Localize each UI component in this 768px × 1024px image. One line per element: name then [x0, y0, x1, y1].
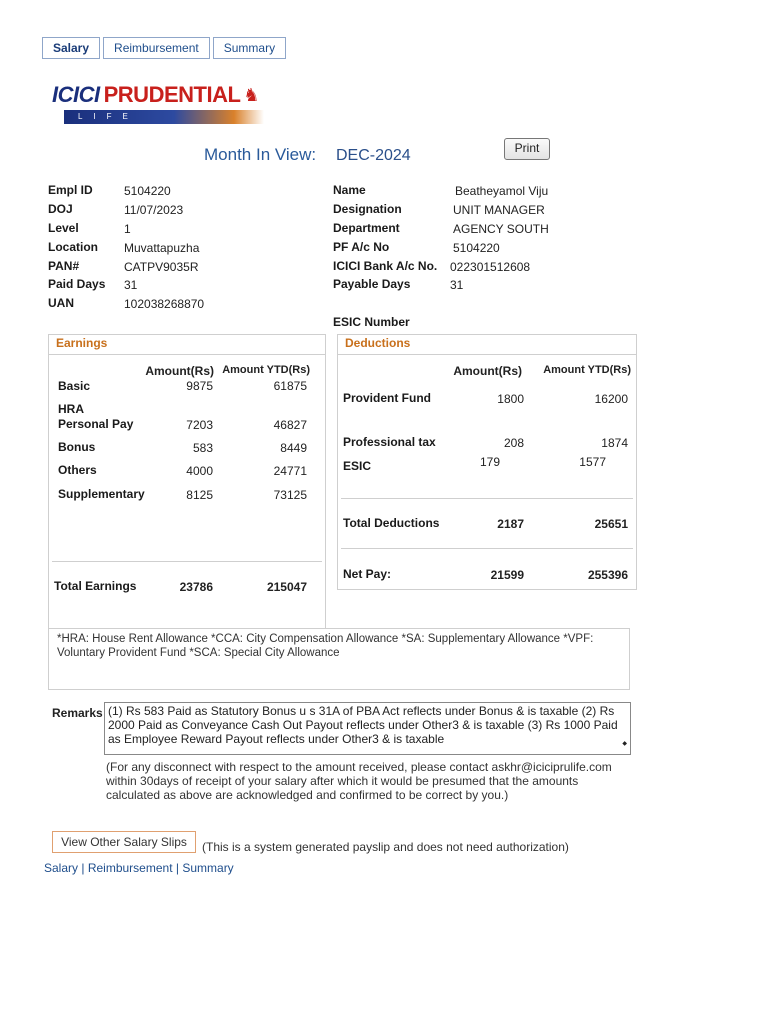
earnings-row-ytd: 73125 — [273, 488, 307, 502]
link-reimbursement[interactable]: Reimbursement — [87, 861, 173, 875]
designation-label: Designation — [333, 202, 402, 216]
logo-band: LIFE INSURANCE — [64, 110, 264, 124]
location-value: Muvattapuzha — [124, 241, 200, 255]
total-deductions-ytd: 25651 — [594, 517, 628, 531]
month-in-view-value: DEC-2024 — [336, 147, 411, 164]
deductions-total-divider — [341, 498, 633, 499]
earnings-row-amount: 583 — [192, 441, 213, 455]
disclaimer-text: (For any disconnect with respect to the amount received, please contact askhr@iciciprulife.com within 30days of receipt of your salary after which it would be presumed that the amounts calculated as above are acknowledged and confirmed to be correct by you.) — [106, 760, 612, 802]
view-other-salary-slips-button[interactable]: View Other Salary Slips — [52, 831, 196, 853]
paid-days-label: Paid Days — [48, 277, 106, 291]
deductions-row-label: ESIC — [343, 459, 372, 473]
deductions-row-ytd: 1577 — [579, 455, 606, 469]
remarks-label: Remarks — [52, 706, 103, 720]
net-pay-divider — [341, 548, 633, 549]
earnings-row-amount: 4000 — [186, 464, 213, 478]
earnings-title: Earnings — [56, 336, 108, 350]
pf-ac-value: 5104220 — [453, 241, 500, 255]
department-label: Department — [333, 221, 400, 235]
earnings-row-ytd: 46827 — [273, 418, 307, 432]
deductions-col-ytd: Amount YTD(Rs) — [543, 364, 631, 376]
link-separator: | — [81, 861, 85, 875]
esic-number-label: ESIC Number — [333, 315, 410, 329]
uan-value: 102038268870 — [124, 297, 205, 311]
deductions-col-amount: Amount(Rs) — [453, 364, 522, 378]
name-value: Beatheyamol Viju — [455, 184, 549, 198]
earnings-total-divider — [52, 561, 322, 562]
top-tabs — [42, 37, 289, 59]
deductions-row-amount: 179 — [479, 455, 500, 469]
link-salary[interactable]: Salary — [44, 861, 79, 875]
deductions-title-divider — [338, 354, 636, 355]
earnings-row-amount: 8125 — [186, 488, 213, 502]
resize-handle-icon[interactable]: ◆ — [622, 741, 627, 747]
level-label: Level — [48, 221, 79, 235]
earnings-row-label: Personal Pay — [58, 417, 134, 431]
pan-label: PAN# — [48, 259, 80, 273]
total-earnings-ytd: 215047 — [266, 580, 307, 594]
name-label: Name — [333, 183, 366, 197]
net-pay-label: Net Pay: — [343, 567, 392, 581]
bank-ac-value: 022301512608 — [450, 260, 531, 274]
remarks-text: (1) Rs 583 Paid as Statutory Bonus u s 31A of PBA Act reflects under Bonus & is taxable (2) Rs 2000 Paid as Conveyance Cash Out Payout reflects under Other3 & is taxable (3) Rs 1000 Paid as Employee Reward Payout reflects under Other3 & is taxable — [108, 704, 618, 746]
deductions-row-label: Provident Fund — [343, 391, 431, 405]
earnings-row-label: HRA — [58, 402, 84, 416]
lion-emblem-icon: ♞ — [243, 84, 260, 105]
earnings-col-amount: Amount(Rs) — [145, 364, 214, 378]
empl-id-label: Empl ID — [48, 183, 93, 197]
earnings-row-amount: 7203 — [186, 418, 213, 432]
pf-ac-label: PF A/c No — [333, 240, 390, 254]
link-separator: | — [175, 861, 179, 875]
earnings-row-ytd: 8449 — [280, 441, 307, 455]
system-generated-note: (This is a system generated payslip and does not need authorization) — [202, 840, 569, 854]
paid-days-value: 31 — [124, 278, 138, 292]
tab-summary[interactable]: Summary — [213, 37, 286, 59]
earnings-col-ytd: Amount YTD(Rs) — [222, 364, 310, 376]
deductions-title: Deductions — [345, 336, 411, 350]
pan-value: CATPV9035R — [124, 260, 199, 274]
earnings-row-amount: 9875 — [186, 379, 213, 393]
level-value: 1 — [124, 222, 131, 236]
earnings-row-label: Supplementary — [58, 487, 145, 501]
location-label: Location — [48, 240, 98, 254]
print-button[interactable]: Print — [504, 138, 550, 160]
total-earnings-label: Total Earnings — [54, 579, 137, 593]
deductions-row-ytd: 1874 — [601, 436, 628, 450]
doj-label: DOJ — [48, 202, 73, 216]
abbreviations-note: *HRA: House Rent Allowance *CCA: City Compensation Allowance *SA: Supplementary Allowance *VPF: Voluntary Provident Fund *SCA: Special City Allowance — [48, 628, 630, 690]
total-earnings-amount: 23786 — [179, 580, 213, 594]
deductions-row-amount: 1800 — [497, 392, 524, 406]
link-summary[interactable]: Summary — [182, 861, 234, 875]
earnings-row-ytd: 24771 — [273, 464, 307, 478]
deductions-row-label: Professional tax — [343, 435, 436, 449]
total-deductions-label: Total Deductions — [343, 516, 440, 530]
month-in-view-label: Month In View: — [204, 145, 317, 164]
deductions-row-ytd: 16200 — [594, 392, 628, 406]
net-pay-amount: 21599 — [490, 568, 524, 582]
company-logo — [52, 80, 292, 135]
designation-value: UNIT MANAGER — [453, 203, 545, 217]
net-pay-ytd: 255396 — [587, 568, 628, 582]
doj-value: 11/07/2023 — [124, 203, 184, 217]
earnings-row-ytd: 61875 — [273, 379, 307, 393]
payable-days-value: 31 — [450, 278, 464, 292]
total-deductions-amount: 2187 — [497, 517, 524, 531]
tab-salary[interactable]: Salary — [42, 37, 100, 59]
department-value: AGENCY SOUTH — [453, 222, 549, 236]
earnings-row-label: Bonus — [58, 440, 96, 454]
deductions-row-amount: 208 — [503, 436, 524, 450]
bottom-nav-links — [44, 861, 234, 875]
logo-prudential-text: PRUDENTIAL — [103, 82, 241, 107]
earnings-row-label: Others — [58, 463, 97, 477]
uan-label: UAN — [48, 296, 74, 310]
bank-ac-label: ICICI Bank A/c No. — [333, 259, 438, 273]
logo-icici-text: ICICI — [52, 82, 100, 107]
earnings-row-label: Basic — [58, 379, 91, 393]
remarks-textarea[interactable] — [104, 702, 631, 755]
empl-id-value: 5104220 — [124, 184, 171, 198]
payable-days-label: Payable Days — [333, 277, 411, 291]
tab-reimbursement[interactable]: Reimbursement — [103, 37, 210, 59]
earnings-title-divider — [49, 354, 325, 355]
